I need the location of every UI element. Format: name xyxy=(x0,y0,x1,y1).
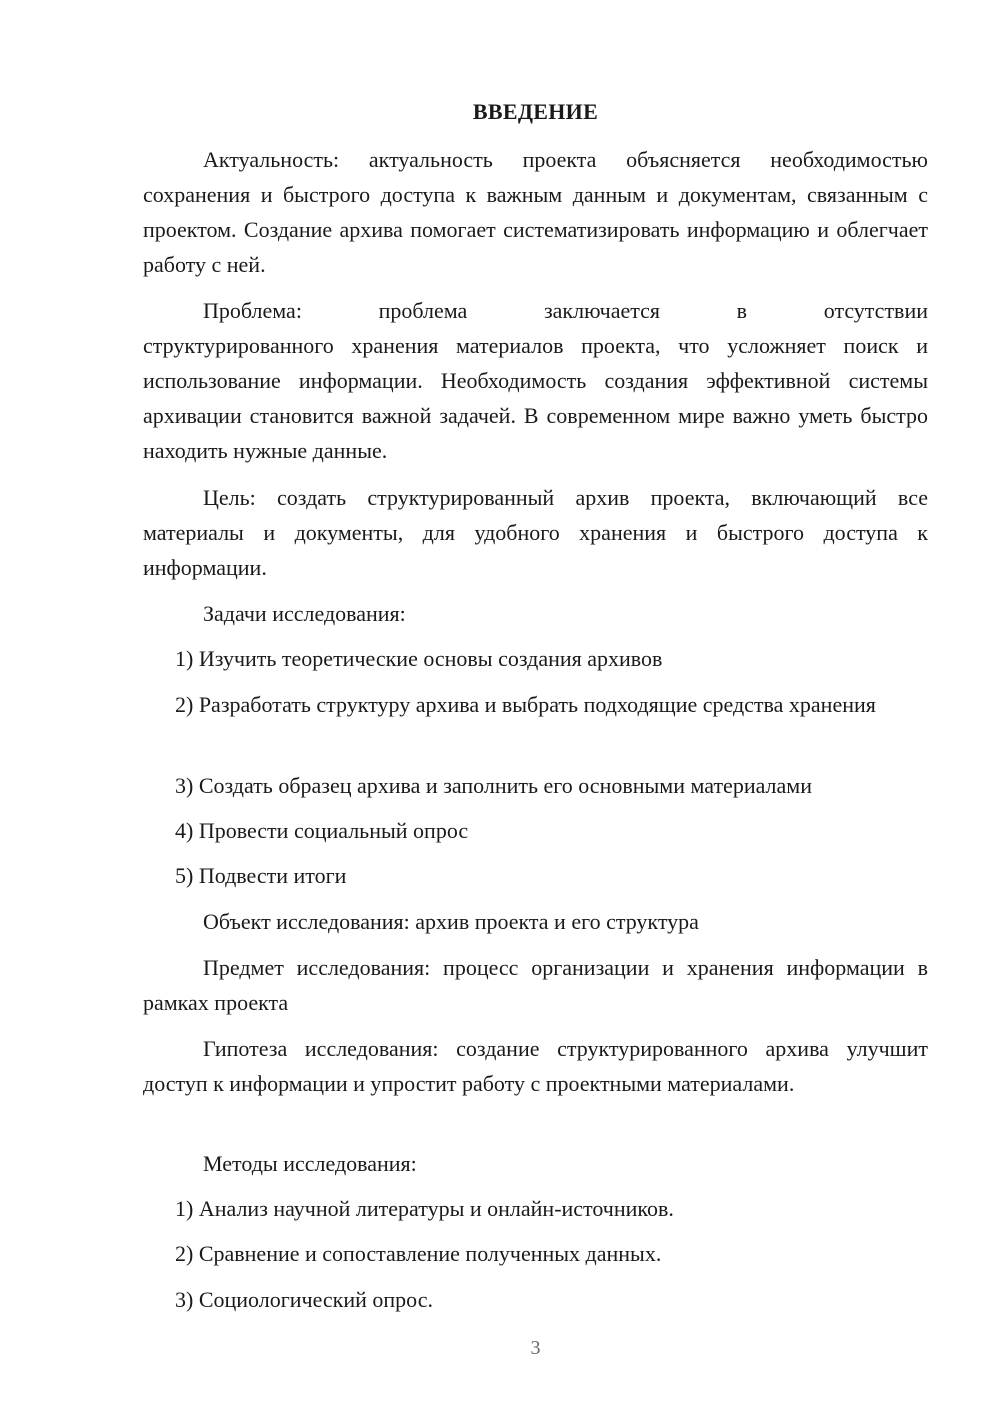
task-item: 1) Изучить теоретические основы создания архивов xyxy=(175,646,663,671)
paragraph-subject: Предмет исследования: процесс организации и хранения информации в рамках проекта xyxy=(143,955,928,1015)
page-title: ВВЕДЕНИЕ xyxy=(472,99,599,124)
method-item: 2) Сравнение и сопоставление полученных данных. xyxy=(175,1241,662,1266)
task-item: 4) Провести социальный опрос xyxy=(175,818,469,843)
paragraph-goal: Цель: создать структурированный архив проекта, включающий все материалы и документы, для удобного хранения и быстрого доступа к информации. xyxy=(143,485,928,580)
task-item: 3) Создать образец архива и заполнить его основными материалами xyxy=(175,773,812,798)
paragraph-problem-continued: структурированного хранения материалов проекта, что усложняет поиск и использование информации. Необходимость создания эффективной системы архивации становится важной задачей. В современном мире важно уметь быстро находить нужные данные. xyxy=(143,333,928,463)
paragraph-object: Объект исследования: архив проекта и его структура xyxy=(203,909,699,934)
tasks-title: Задачи исследования: xyxy=(203,601,406,626)
method-item: 1) Анализ научной литературы и онлайн-источников. xyxy=(175,1196,674,1221)
task-item: 5) Подвести итоги xyxy=(175,863,347,888)
paragraph-problem-first-line: Проблема: проблема заключается в отсутствии xyxy=(203,298,928,323)
method-item: 3) Социологический опрос. xyxy=(175,1287,433,1312)
page-number: 3 xyxy=(530,1337,541,1359)
task-item: 2) Разработать структуру архива и выбрать подходящие средства хранения xyxy=(175,692,876,717)
methods-title: Методы исследования: xyxy=(203,1151,417,1176)
paragraph-hypothesis: Гипотеза исследования: создание структурированного архива улучшит доступ к информации и упростит работу с проектными материалами. xyxy=(143,1036,928,1096)
paragraph-relevance: Актуальность: актуальность проекта объясняется необходимостью сохранения и быстрого доступа к важным данным и документам, связанным с проектом. Создание архива помогает систематизировать информацию и облегчает работу с ней. xyxy=(143,147,928,277)
